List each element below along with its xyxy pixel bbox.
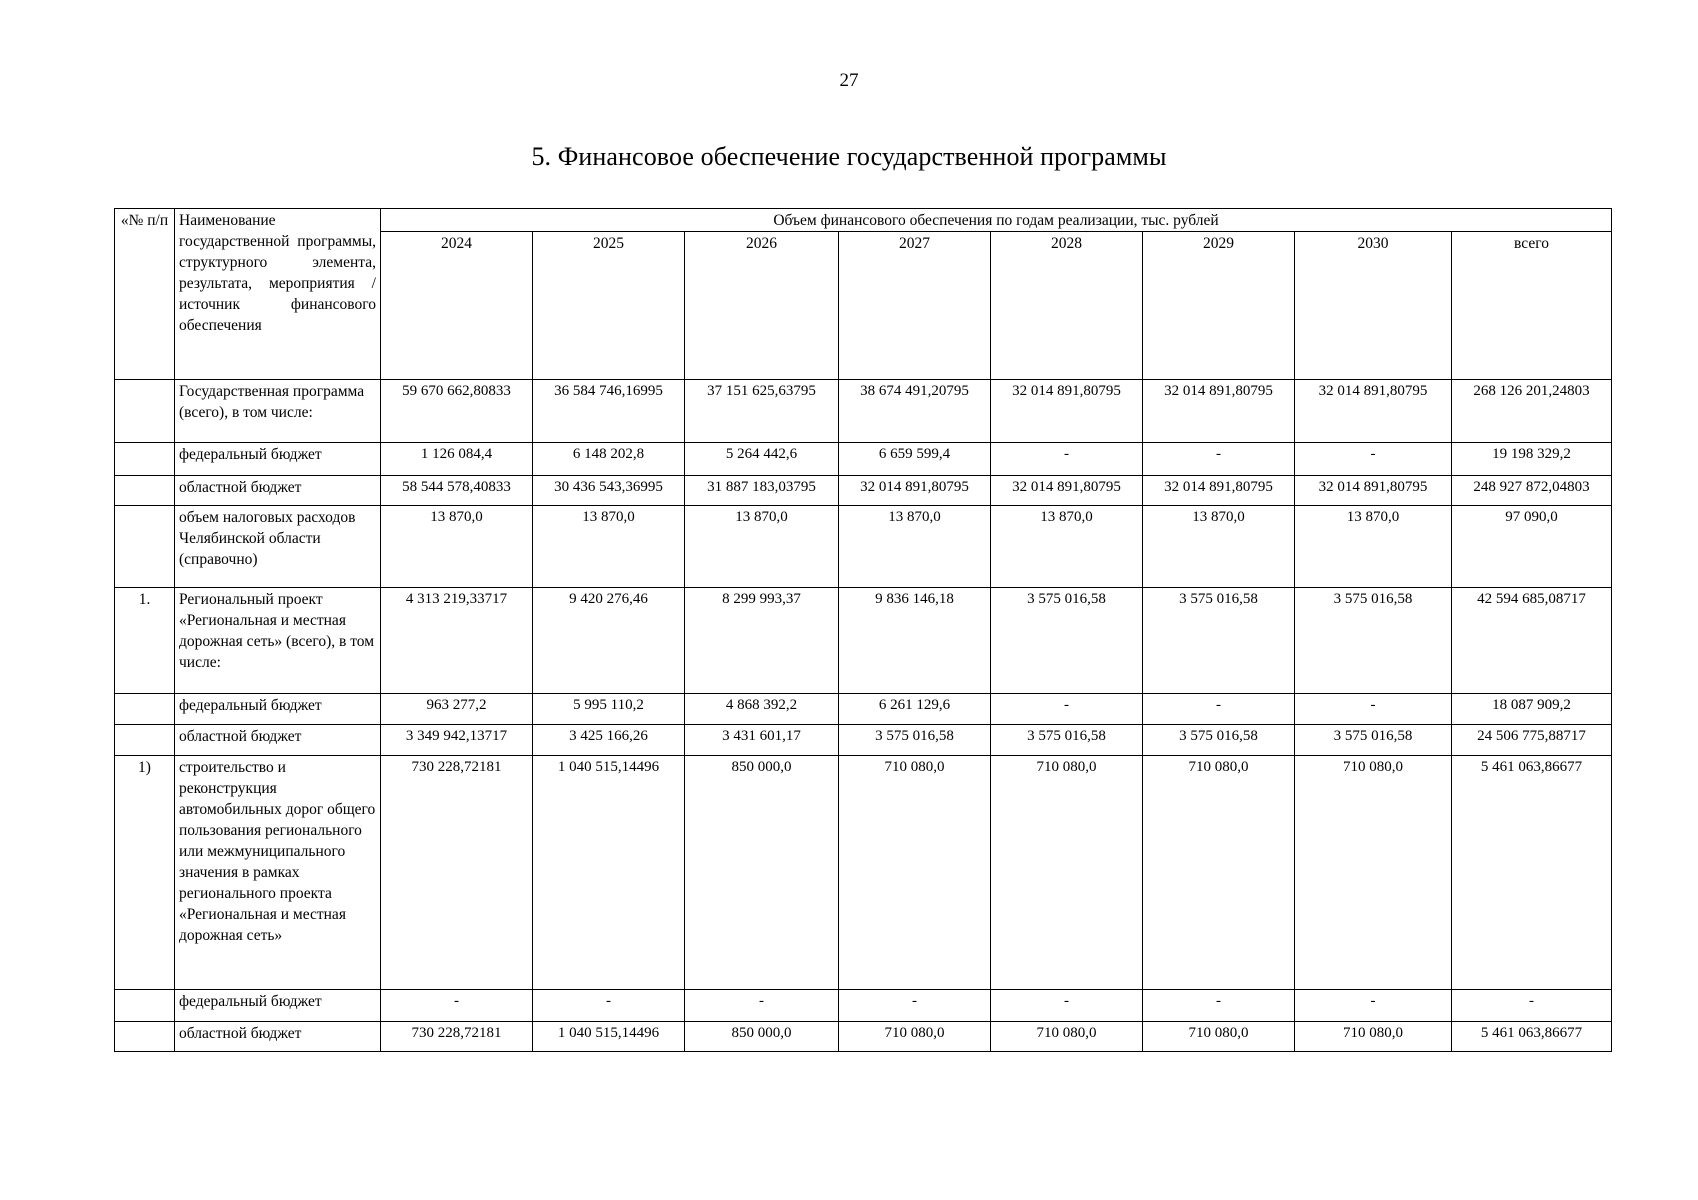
value-cell: 32 014 891,80795 (1295, 380, 1452, 443)
year-header: 2026 (685, 232, 839, 380)
value-cell: 5 264 442,6 (685, 443, 839, 476)
row-name: Региональный проект «Региональная и местная дорожная сеть» (всего), в том числе: (175, 588, 381, 694)
value-cell: 13 870,0 (1295, 506, 1452, 588)
value-cell: - (839, 990, 991, 1022)
value-cell: 13 870,0 (1143, 506, 1295, 588)
value-cell: 3 431 601,17 (685, 725, 839, 756)
value-cell: 963 277,2 (381, 694, 533, 725)
total-header: всего (1452, 232, 1612, 380)
table-row (115, 506, 1612, 588)
total-cell: 5 461 063,86677 (1452, 1022, 1612, 1052)
value-cell: 710 080,0 (1143, 1022, 1295, 1052)
value-cell: 4 868 392,2 (685, 694, 839, 725)
total-cell: 42 594 685,08717 (1452, 588, 1612, 694)
value-cell: - (685, 990, 839, 1022)
row-name: областной бюджет (175, 725, 381, 756)
total-cell: 19 198 329,2 (1452, 443, 1612, 476)
value-cell: 5 995 110,2 (533, 694, 685, 725)
value-cell: 32 014 891,80795 (991, 380, 1143, 443)
value-cell: 710 080,0 (991, 1022, 1143, 1052)
value-cell: 13 870,0 (685, 506, 839, 588)
value-cell: 3 575 016,58 (1295, 588, 1452, 694)
value-cell: 1 040 515,14496 (533, 1022, 685, 1052)
value-cell: 710 080,0 (839, 756, 991, 990)
value-cell: - (1143, 990, 1295, 1022)
value-cell: - (1295, 694, 1452, 725)
row-number (115, 506, 175, 588)
total-cell: 248 927 872,04803 (1452, 476, 1612, 506)
value-cell: 6 659 599,4 (839, 443, 991, 476)
table-row (115, 990, 1612, 1022)
value-cell: 3 575 016,58 (1143, 588, 1295, 694)
value-cell: 850 000,0 (685, 756, 839, 990)
section-title: 5. Финансовое обеспечение государственной программы (531, 142, 1167, 171)
value-cell: 710 080,0 (1143, 756, 1295, 990)
row-number (115, 694, 175, 725)
table-row (115, 756, 1612, 990)
year-header: 2024 (381, 232, 533, 380)
year-header: 2028 (991, 232, 1143, 380)
value-cell: 850 000,0 (685, 1022, 839, 1052)
year-header: 2030 (1295, 232, 1452, 380)
value-cell: - (991, 990, 1143, 1022)
value-cell: 710 080,0 (839, 1022, 991, 1052)
value-cell: 32 014 891,80795 (1295, 476, 1452, 506)
value-cell: 3 575 016,58 (839, 725, 991, 756)
row-name: Государственная программа (всего), в том числе: (175, 380, 381, 443)
year-header: 2027 (839, 232, 991, 380)
table-row (115, 476, 1612, 506)
year-header: 2025 (533, 232, 685, 380)
value-cell: - (533, 990, 685, 1022)
value-cell: 37 151 625,63795 (685, 380, 839, 443)
header-row-1 (115, 209, 1612, 232)
row-number (115, 725, 175, 756)
value-cell: 32 014 891,80795 (991, 476, 1143, 506)
value-cell: 13 870,0 (533, 506, 685, 588)
row-number: 1) (115, 756, 175, 990)
table-row (115, 725, 1612, 756)
value-cell: 9 420 276,46 (533, 588, 685, 694)
value-cell: 6 261 129,6 (839, 694, 991, 725)
total-cell: 5 461 063,86677 (1452, 756, 1612, 990)
value-cell: 3 349 942,13717 (381, 725, 533, 756)
value-cell: 730 228,72181 (381, 1022, 533, 1052)
total-cell: 97 090,0 (1452, 506, 1612, 588)
row-number (115, 990, 175, 1022)
value-cell: 30 436 543,36995 (533, 476, 685, 506)
value-cell: - (1295, 443, 1452, 476)
total-cell: - (1452, 990, 1612, 1022)
value-cell: 13 870,0 (381, 506, 533, 588)
row-number (115, 476, 175, 506)
row-name: федеральный бюджет (175, 443, 381, 476)
value-cell: 710 080,0 (1295, 756, 1452, 990)
value-cell: 3 575 016,58 (1143, 725, 1295, 756)
row-name: областной бюджет (175, 476, 381, 506)
financing-table (114, 208, 1612, 1052)
row-name: объем налоговых расходов Челябинской области (справочно) (175, 506, 381, 588)
row-name: строительство и реконструкция автомобильных дорог общего пользования регионального или межмуниципального значения в рамках регионального проекта «Региональная и местная дорожная сеть» (175, 756, 381, 990)
value-cell: 31 887 183,03795 (685, 476, 839, 506)
value-cell: 3 425 166,26 (533, 725, 685, 756)
value-cell: 38 674 491,20795 (839, 380, 991, 443)
value-cell: 4 313 219,33717 (381, 588, 533, 694)
row-name: федеральный бюджет (175, 694, 381, 725)
table-row (115, 694, 1612, 725)
value-cell: 710 080,0 (1295, 1022, 1452, 1052)
year-header: 2029 (1143, 232, 1295, 380)
row-number (115, 380, 175, 443)
value-cell: - (1295, 990, 1452, 1022)
table-row (115, 588, 1612, 694)
value-cell: 32 014 891,80795 (839, 476, 991, 506)
col-name-header: Наименование государственной программы, структурного элемента, результата, мероприятия / источник финансового обеспечения (175, 209, 381, 380)
value-cell: 710 080,0 (991, 756, 1143, 990)
value-cell: 36 584 746,16995 (533, 380, 685, 443)
col-num-header: «№ п/п (115, 209, 175, 380)
total-cell: 268 126 201,24803 (1452, 380, 1612, 443)
page-number: 27 (839, 70, 859, 91)
table-row (115, 1022, 1612, 1052)
row-number (115, 443, 175, 476)
financing-volume-header: Объем финансового обеспечения по годам реализации, тыс. рублей (381, 209, 1612, 232)
value-cell: 730 228,72181 (381, 756, 533, 990)
value-cell: 32 014 891,80795 (1143, 476, 1295, 506)
row-name: областной бюджет (175, 1022, 381, 1052)
value-cell: 9 836 146,18 (839, 588, 991, 694)
value-cell: - (991, 443, 1143, 476)
value-cell: 3 575 016,58 (991, 588, 1143, 694)
value-cell: 8 299 993,37 (685, 588, 839, 694)
value-cell: 1 126 084,4 (381, 443, 533, 476)
value-cell: 13 870,0 (991, 506, 1143, 588)
table-row (115, 380, 1612, 443)
row-number (115, 1022, 175, 1052)
value-cell: 3 575 016,58 (991, 725, 1143, 756)
value-cell: - (1143, 694, 1295, 725)
value-cell: 32 014 891,80795 (1143, 380, 1295, 443)
value-cell: - (381, 990, 533, 1022)
total-cell: 18 087 909,2 (1452, 694, 1612, 725)
row-name: федеральный бюджет (175, 990, 381, 1022)
value-cell: 6 148 202,8 (533, 443, 685, 476)
total-cell: 24 506 775,88717 (1452, 725, 1612, 756)
value-cell: 3 575 016,58 (1295, 725, 1452, 756)
value-cell: 13 870,0 (839, 506, 991, 588)
value-cell: 58 544 578,40833 (381, 476, 533, 506)
table-row (115, 443, 1612, 476)
value-cell: - (1143, 443, 1295, 476)
value-cell: 1 040 515,14496 (533, 756, 685, 990)
value-cell: 59 670 662,80833 (381, 380, 533, 443)
row-number: 1. (115, 588, 175, 694)
value-cell: - (991, 694, 1143, 725)
